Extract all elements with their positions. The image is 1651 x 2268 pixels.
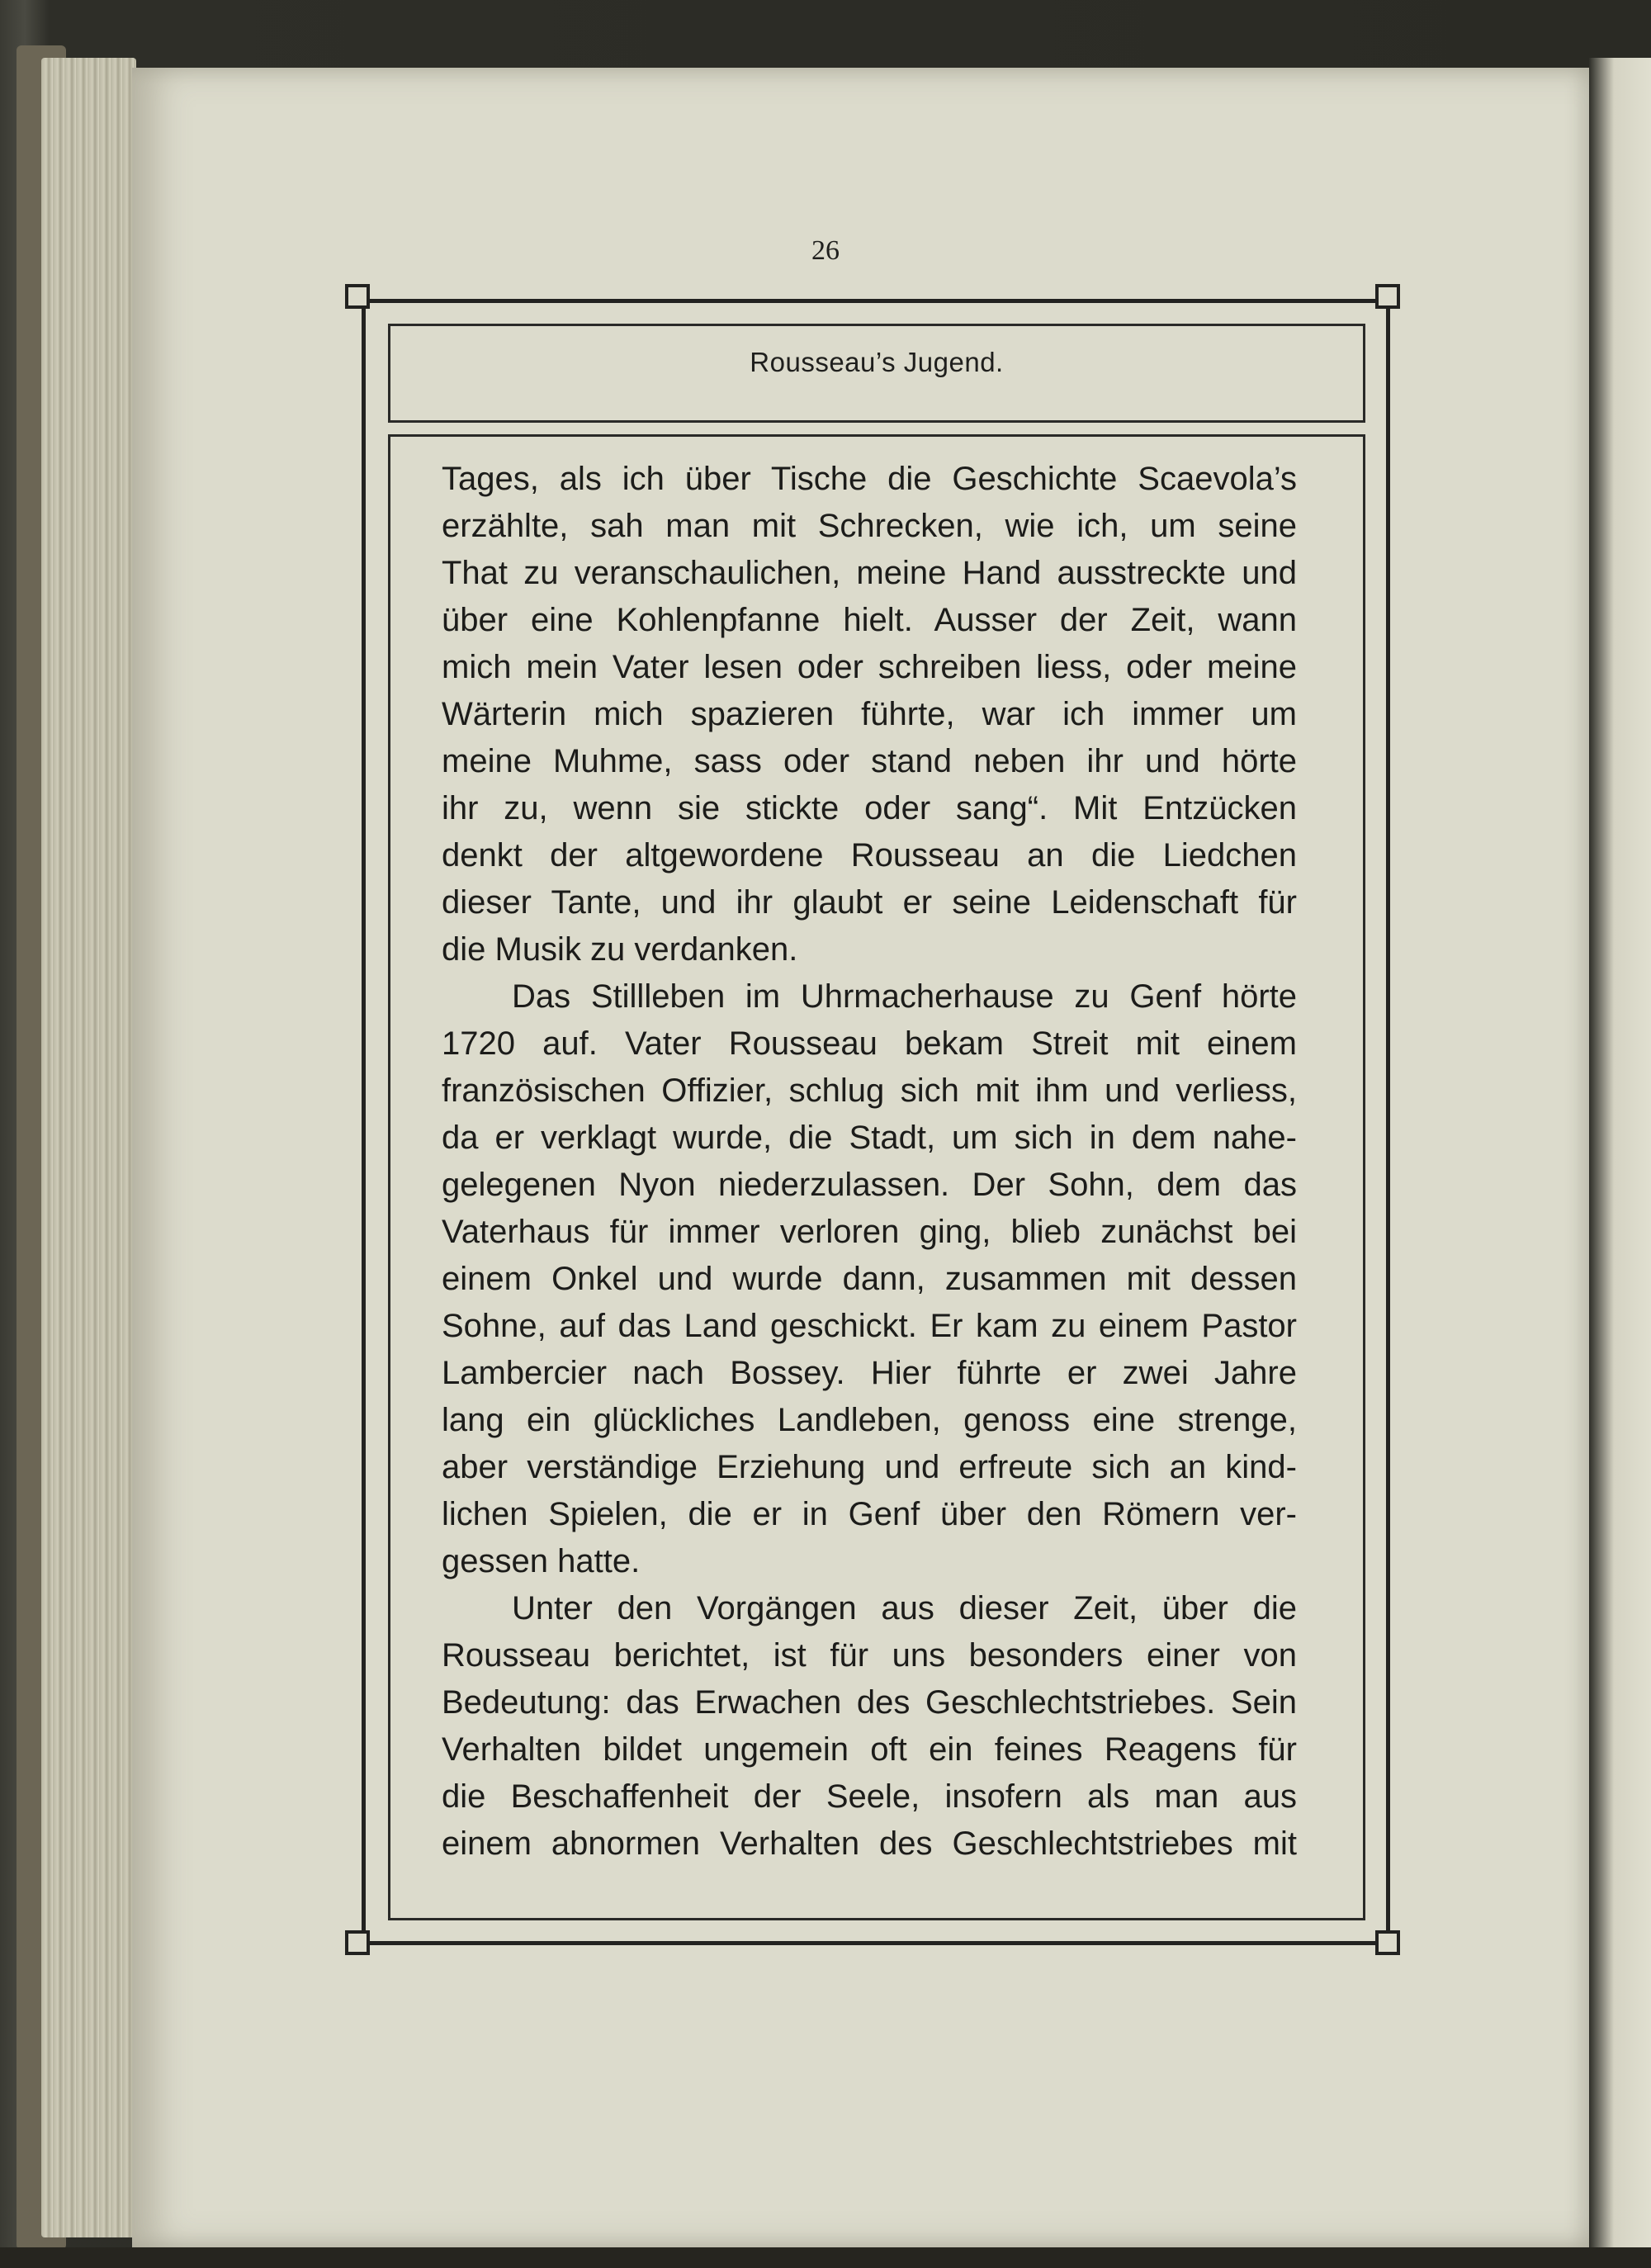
- text-line: Sohne, auf das Land geschickt. Er kam zu einem Pastor: [442, 1308, 1297, 1344]
- text-line: Wärterin mich spazieren führte, war ich immer um: [442, 696, 1297, 732]
- facing-page-edge: [1589, 58, 1651, 2268]
- paragraph-3: [442, 1585, 1297, 1868]
- text-line: mich mein Vater lesen oder schreiben liess, oder meine: [442, 649, 1297, 685]
- text-line: Verhalten bildet ungemein oft ein feines Reagens für: [442, 1731, 1297, 1768]
- text-line: die Beschaffenheit der Seele, insofern als man aus: [442, 1778, 1297, 1815]
- page-edges: [41, 58, 136, 2237]
- frame-corner-bottom-left: [345, 1930, 370, 1955]
- body-text: [442, 456, 1297, 1868]
- frame-corner-top-left: [345, 284, 370, 309]
- paragraph-1: [442, 456, 1297, 973]
- text-line: meine Muhme, sass oder stand neben ihr und hörte: [442, 743, 1297, 779]
- running-head: Rousseau’s Jugend.: [750, 347, 1004, 377]
- text-line: ihr zu, wenn sie stickte oder sang“. Mit Entzücken: [442, 790, 1297, 826]
- frame-corner-top-right: [1375, 284, 1400, 309]
- text-line: erzählte, sah man mit Schrecken, wie ich, um seine: [442, 508, 1297, 544]
- text-line: gessen hatte.: [442, 1543, 641, 1579]
- text-line: dieser Tante, und ihr glaubt er seine Leidenschaft für: [442, 884, 1297, 921]
- text-line: Unter den Vorgängen aus dieser Zeit, über die: [512, 1590, 1297, 1626]
- text-line: Rousseau berichtet, ist für uns besonders einer von: [442, 1637, 1297, 1674]
- text-line: über eine Kohlenpfanne hielt. Ausser der Zeit, wann: [442, 602, 1297, 638]
- paragraph-2: [442, 973, 1297, 1585]
- page-number: 26: [811, 235, 840, 266]
- text-line: gelegenen Nyon niederzulassen. Der Sohn, dem das: [442, 1167, 1297, 1203]
- text-line: Das Stillleben im Uhrmacherhause zu Genf hörte: [512, 978, 1297, 1015]
- text-line: französischen Offizier, schlug sich mit ihm und verliess,: [442, 1072, 1297, 1109]
- text-line: Tages, als ich über Tische die Geschichte Scaevola’s: [442, 461, 1297, 497]
- text-line: einem Onkel und wurde dann, zusammen mit dessen: [442, 1261, 1297, 1297]
- frame-corner-bottom-right: [1375, 1930, 1400, 1955]
- text-line: 1720 auf. Vater Rousseau bekam Streit mit einem: [442, 1025, 1297, 1062]
- text-line: denkt der altgewordene Rousseau an die Liedchen: [442, 837, 1297, 874]
- text-line: einem abnormen Verhalten des Geschlechtstriebes mit: [442, 1825, 1297, 1862]
- text-line: Lambercier nach Bossey. Hier führte er zwei Jahre: [442, 1355, 1297, 1391]
- text-line: die Musik zu verdanken.: [442, 931, 798, 968]
- text-line: That zu veranschaulichen, meine Hand ausstreckte und: [442, 555, 1297, 591]
- text-line: aber verständige Erziehung und erfreute sich an kind-: [442, 1449, 1297, 1485]
- text-line: Bedeutung: das Erwachen des Geschlechtstriebes. Sein: [442, 1684, 1297, 1721]
- text-line: da er verklagt wurde, die Stadt, um sich in dem nahe-: [442, 1120, 1297, 1156]
- text-line: lichen Spielen, die er in Genf über den Römern ver-: [442, 1496, 1297, 1532]
- bottom-shadow: [0, 2247, 1651, 2268]
- text-line: lang ein glückliches Landleben, genoss eine strenge,: [442, 1402, 1297, 1438]
- text-line: Vaterhaus für immer verloren ging, blieb zunächst bei: [442, 1214, 1297, 1250]
